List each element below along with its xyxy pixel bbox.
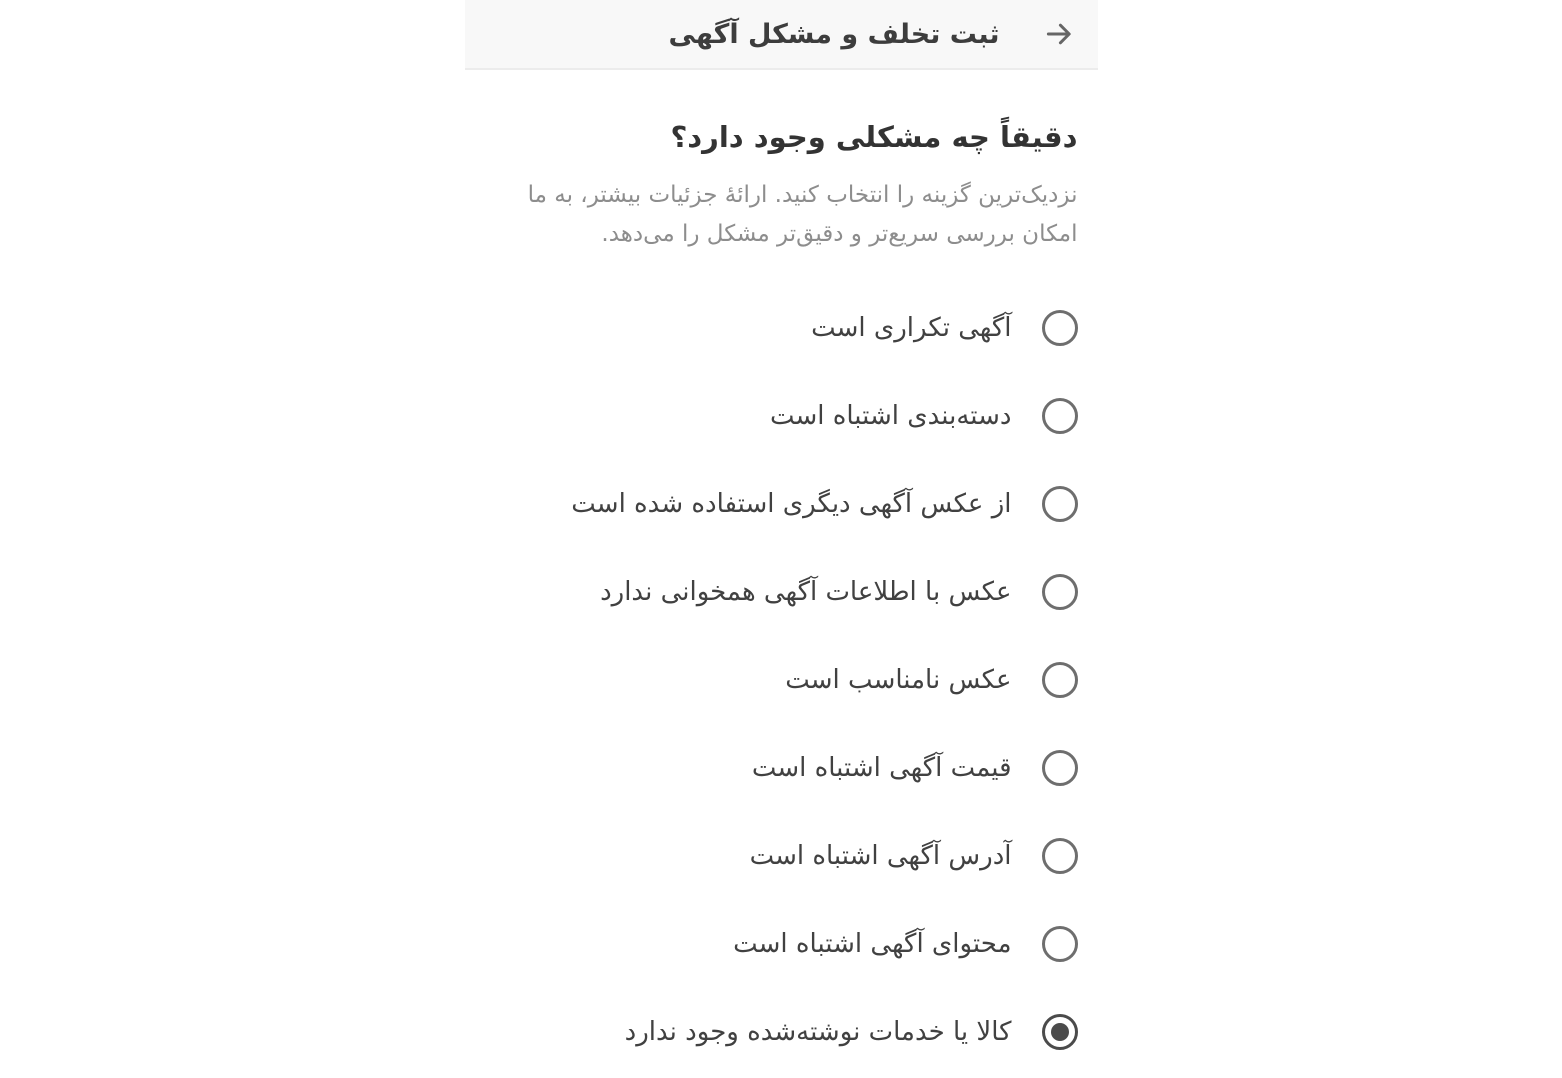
option-label: از عکس آگهی دیگری استفاده شده است [571, 488, 1012, 519]
report-problem-page [465, 0, 1098, 1050]
radio-button[interactable] [1042, 662, 1078, 698]
arrow-right-icon [1042, 17, 1076, 51]
options-list [485, 310, 1078, 1050]
radio-button[interactable] [1042, 574, 1078, 610]
radio-button[interactable] [1042, 926, 1078, 962]
option-wrong-address[interactable] [485, 838, 1078, 874]
back-button[interactable] [1040, 15, 1078, 53]
option-label: قیمت آگهی اشتباه است [751, 752, 1012, 783]
option-label: کالا یا خدمات نوشته‌شده وجود ندارد [624, 1016, 1012, 1047]
option-photo-mismatch[interactable] [485, 574, 1078, 610]
radio-button[interactable] [1042, 486, 1078, 522]
subtitle-line-2: امکان بررسی سریع‌تر و دقیق‌تر مشکل را می‌دهد. [601, 220, 1078, 247]
option-wrong-category[interactable] [485, 398, 1078, 434]
option-stolen-photo[interactable] [485, 486, 1078, 522]
content-area [465, 116, 1098, 1050]
option-item-not-exist[interactable] [485, 1014, 1078, 1050]
option-label: عکس نامناسب است [785, 664, 1012, 695]
radio-button[interactable] [1042, 750, 1078, 786]
question-subtitle [485, 176, 1078, 254]
page-title: ثبت تخلف و مشکل آگهی [668, 18, 1000, 50]
option-label: محتوای آگهی اشتباه است [733, 928, 1012, 959]
radio-button[interactable] [1042, 398, 1078, 434]
option-label: عکس با اطلاعات آگهی همخوانی ندارد [600, 576, 1012, 607]
radio-button[interactable] [1042, 1014, 1078, 1050]
subtitle-line-1: نزدیک‌ترین گزینه را انتخاب کنید. ارائهٔ جزئیات بیشتر، به ما [527, 181, 1078, 208]
option-label: آگهی تکراری است [811, 312, 1012, 343]
question-heading: دقیقاً چه مشکلی وجود دارد؟ [670, 120, 1078, 154]
option-inappropriate-photo[interactable] [485, 662, 1078, 698]
option-wrong-price[interactable] [485, 750, 1078, 786]
radio-button[interactable] [1042, 838, 1078, 874]
option-duplicate-ad[interactable] [485, 310, 1078, 346]
radio-button[interactable] [1042, 310, 1078, 346]
app-header [465, 0, 1098, 70]
option-label: دسته‌بندی اشتباه است [769, 400, 1012, 431]
option-wrong-content[interactable] [485, 926, 1078, 962]
option-label: آدرس آگهی اشتباه است [749, 840, 1012, 871]
